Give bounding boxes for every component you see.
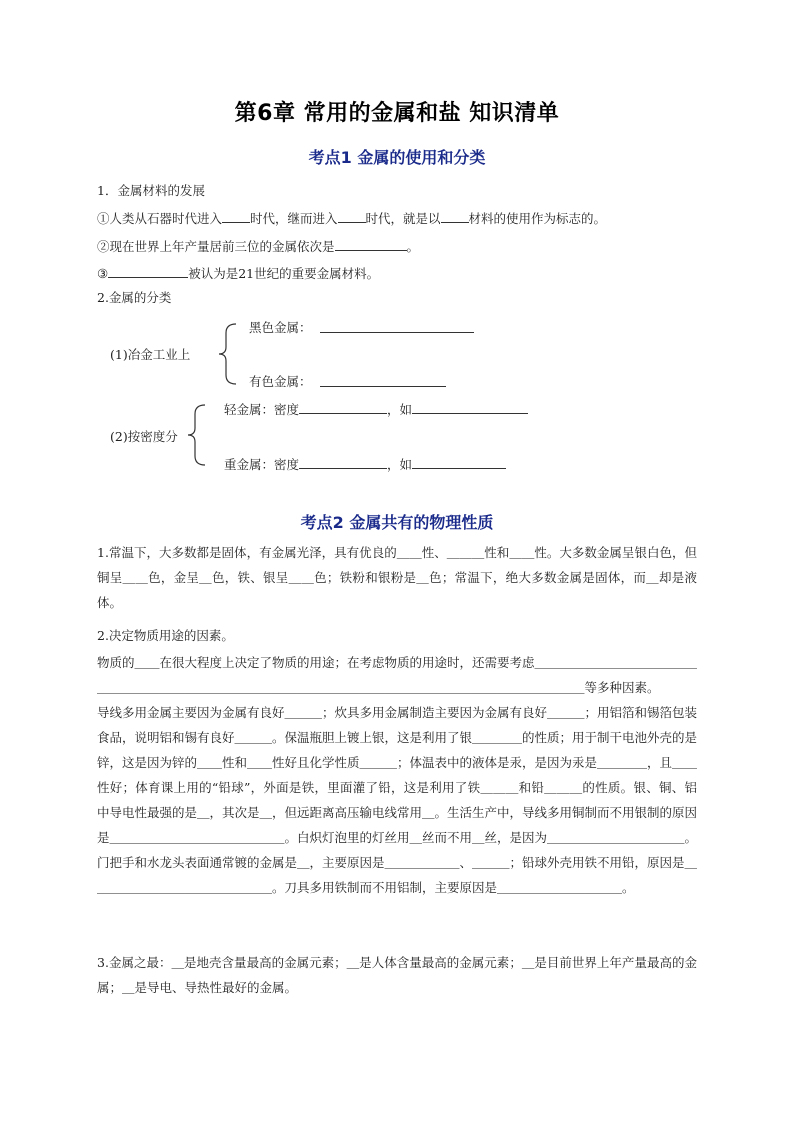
- classification-density-label: (2)按密度分: [110, 429, 178, 444]
- blank-field[interactable]: [412, 400, 528, 414]
- text: ，如: [387, 402, 413, 417]
- blank-field[interactable]: [412, 455, 506, 469]
- text: ③: [97, 266, 109, 281]
- text: 时代，继而进入: [250, 211, 338, 226]
- paragraph-metal-records: 3.金属之最：＿是地壳含量最高的金属元素；＿是人体含量最高的金属元素；＿是目前世界上年产量最高的金属；＿是导电、导热性最好的金属。: [97, 955, 697, 995]
- paragraph-physical-properties: 1.常温下，大多数都是固体，有金属光泽，具有优良的＿＿性、＿＿＿性和＿＿性。大多数金属呈银白色，但铜呈＿＿色，金呈＿色，铁、银呈＿＿色；铁粉和银粉是＿色；常温下，绝大多数金属是固体，而＿却是液体。: [97, 545, 697, 610]
- text: 。: [406, 239, 420, 254]
- blank-field[interactable]: [338, 209, 366, 223]
- brace-icon: [218, 323, 238, 385]
- brace-icon: [187, 404, 207, 466]
- text: 材料的使用作为标志的。: [468, 211, 607, 226]
- paragraph-metal-applications: 导线多用金属主要因为金属有良好＿＿＿；炊具多用金属制造主要因为金属有良好＿＿＿；用铝箔和锡箔包装食品，说明铝和锡有良好＿＿＿。保温瓶胆上镀上银，这是利用了银＿＿＿＿的性质；用于制干电池外壳的是锌，这是因为锌的＿＿性和＿＿性好且化学性质＿＿＿；体温表中的液体是汞，是因为汞是＿＿＿＿，且＿＿性好；体育课上用的“铅球”，外面是铁，里面灌了铅，这是利用了铁＿＿＿和铅＿＿＿的性质。银、铜、铝中导电性最强的是＿，其次是＿，但远距离高压输电线常用＿。生活生产中，导线多用铜制而不用银制的原因是＿＿＿＿＿＿＿＿＿＿＿＿＿＿。白炽灯泡里的灯丝用＿丝而不用＿丝，是因为＿＿＿＿＿＿＿＿＿＿＿。门把手和水龙头表面通常镀的金属是＿，主要原因是＿＿＿＿＿＿、＿＿＿；铅球外壳用铁不用铅，原因是＿＿＿＿＿＿＿＿＿＿＿＿＿＿＿。刀具多用铁制而不用铝制，主要原因是＿＿＿＿＿＿＿＿＿＿。: [97, 705, 698, 895]
- text: ①人类从石器时代进入: [97, 211, 223, 226]
- text: 轻金属：密度: [224, 402, 300, 417]
- fill-line-1: [97, 209, 606, 227]
- blank-field[interactable]: [222, 209, 250, 223]
- page-title: 第6章 常用的金属和盐 知识清单: [234, 101, 560, 126]
- blank-field[interactable]: [335, 237, 407, 251]
- blank-field[interactable]: [320, 318, 474, 333]
- fill-line-2: [97, 237, 419, 255]
- blank-field[interactable]: [320, 372, 446, 387]
- text: ，如: [387, 457, 413, 472]
- paragraph-uses-factors: 物质的＿＿在很大程度上决定了物质的用途；在考虑物质的用途时，还需要考虑＿＿＿＿＿＿＿＿＿＿＿＿＿＿＿＿＿＿＿＿＿＿＿＿＿＿＿＿＿＿＿＿＿＿＿＿＿＿＿＿＿＿＿＿＿＿＿＿＿＿＿＿等多种因素。: [97, 655, 698, 695]
- blank-field[interactable]: [441, 209, 469, 223]
- classification-metallurgy-label: (1)冶金工业上: [110, 347, 191, 362]
- text: ②现在世界上年产量居前三位的金属依次是: [97, 239, 335, 254]
- item-2-heading: 2.金属的分类: [97, 290, 172, 305]
- item-2-uses-heading: 2.决定物质用途的因素。: [97, 628, 234, 643]
- heavy-metal-label: [224, 455, 506, 473]
- nonferrous-metal-label: 有色金属：: [249, 374, 312, 389]
- fill-line-3: [97, 264, 379, 282]
- text: 时代，就是以: [365, 211, 441, 226]
- blank-field[interactable]: [299, 400, 387, 414]
- item-1-heading: 1．金属材料的发展: [97, 183, 205, 198]
- text: 被认为是21世纪的重要金属材料。: [188, 266, 380, 281]
- section-2-heading: 考点2 金属共有的物理性质: [300, 513, 494, 532]
- blank-field[interactable]: [299, 455, 387, 469]
- text: 重金属：密度: [224, 457, 300, 472]
- section-1-heading: 考点1 金属的使用和分类: [308, 148, 486, 167]
- ferrous-metal-label: 黑色金属：: [249, 320, 312, 335]
- blank-field[interactable]: [108, 264, 188, 278]
- light-metal-label: [224, 400, 528, 418]
